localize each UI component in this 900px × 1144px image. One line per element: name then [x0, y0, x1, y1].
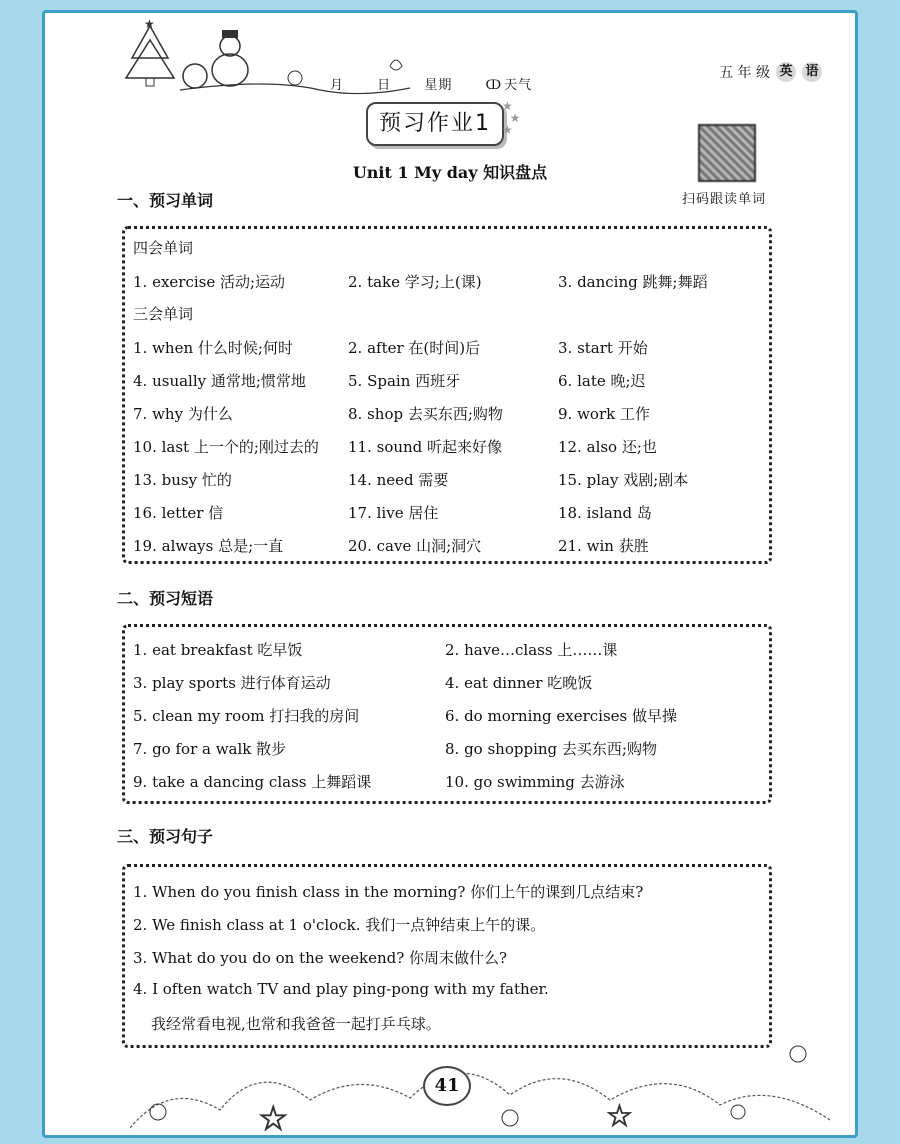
subject-badge: 英 [776, 62, 796, 82]
word-item: 9. work 工作 [558, 405, 650, 423]
star-icon: ★ ★ ★ [502, 99, 521, 137]
phrase-item: 2. have…class 上……课 [445, 641, 618, 659]
weather-label: 天气 [504, 78, 533, 93]
group-2-label: 三会单词 [133, 305, 194, 323]
sentence-item: 4. I often watch TV and play ping-pong with my father. [133, 980, 549, 998]
phrase-item: 7. go for a walk 散步 [133, 740, 287, 758]
phrase-item: 1. eat breakfast 吃早饭 [133, 641, 303, 659]
word-item: 19. always 总是;一直 [133, 537, 284, 555]
phrase-item: 5. clean my room 打扫我的房间 [133, 707, 360, 725]
word-item: 13. busy 忙的 [133, 471, 232, 489]
group-1-label: 四会单词 [133, 239, 194, 257]
sentence-item: 2. We finish class at 1 o'clock. 我们一点钟结束上午的课。 [133, 916, 546, 934]
date-weekday: 星期 [424, 78, 453, 93]
subject-badge-2: 语 [802, 62, 822, 82]
word-item: 11. sound 听起来好像 [348, 438, 503, 456]
assignment-title: 预习作业1 [366, 102, 504, 146]
svg-text:★: ★ [144, 18, 155, 31]
phrase-item: 8. go shopping 去买东西;购物 [445, 740, 657, 758]
grade-label: 五 年 级 [719, 65, 770, 81]
word-item: 14. need 需要 [348, 471, 449, 489]
word-item: 6. late 晚;迟 [558, 372, 646, 390]
vocabulary-box [122, 226, 772, 564]
word-item: 21. win 获胜 [558, 537, 649, 555]
word-item: 1. when 什么时候;何时 [133, 339, 293, 357]
word-item: 10. last 上一个的;刚过去的 [133, 438, 319, 456]
word-item: 4. usually 通常地;惯常地 [133, 372, 306, 390]
sentences-box [122, 864, 772, 1048]
word-item: 20. cave 山洞;洞穴 [348, 537, 482, 555]
phrase-item: 3. play sports 进行体育运动 [133, 674, 331, 692]
unit-title: Unit 1 My day 知识盘点 [352, 163, 548, 182]
sentence-item: 1. When do you finish class in the morning? 你们上午的课到几点结束? [133, 883, 644, 901]
section-3-heading: 三、预习句子 [117, 827, 214, 846]
word-item: 8. shop 去买东西;购物 [348, 405, 503, 423]
qr-label: 扫码跟读单词 [682, 192, 767, 207]
phrases-box [122, 624, 772, 804]
svg-text:☆: ☆ [606, 1099, 633, 1134]
phrase-item: 4. eat dinner 吃晚饭 [445, 674, 593, 692]
date-weather-line [330, 74, 560, 93]
word-item: 3. dancing 跳舞;舞蹈 [558, 273, 708, 291]
section-1-heading: 一、预习单词 [117, 191, 214, 210]
word-item: 18. island 岛 [558, 504, 652, 522]
word-item: 1. exercise 活动;运动 [133, 273, 286, 291]
date-month: 月 [330, 78, 345, 93]
word-item: 2. take 学习;上(课) [348, 273, 482, 291]
svg-text:☆: ☆ [258, 1099, 289, 1135]
grade-subject [719, 62, 822, 82]
sentence-item: 3. What do you do on the weekend? 你周末做什么? [133, 949, 508, 967]
phrase-item: 9. take a dancing class 上舞蹈课 [133, 773, 372, 791]
word-item: 16. letter 信 [133, 504, 224, 522]
word-item: 12. also 还;也 [558, 438, 657, 456]
sentence-translation: 我经常看电视,也常和我爸爸一起打乒乓球。 [151, 1015, 441, 1033]
cloud-star-decoration-icon [130, 1040, 830, 1135]
word-item: 17. live 居住 [348, 504, 439, 522]
phrase-item: 10. go swimming 去游泳 [445, 773, 625, 791]
page-number: 41 [423, 1066, 471, 1106]
word-item: 5. Spain 西班牙 [348, 372, 461, 390]
word-item: 15. play 戏剧;剧本 [558, 471, 689, 489]
phrase-item: 6. do morning exercises 做早操 [445, 707, 678, 725]
word-item: 7. why 为什么 [133, 405, 233, 423]
word-item: 2. after 在(时间)后 [348, 339, 481, 357]
weather-icon: ↀ [485, 78, 503, 93]
word-item: 3. start 开始 [558, 339, 648, 357]
date-day: 日 [377, 78, 392, 93]
section-2-heading: 二、预习短语 [117, 589, 214, 608]
